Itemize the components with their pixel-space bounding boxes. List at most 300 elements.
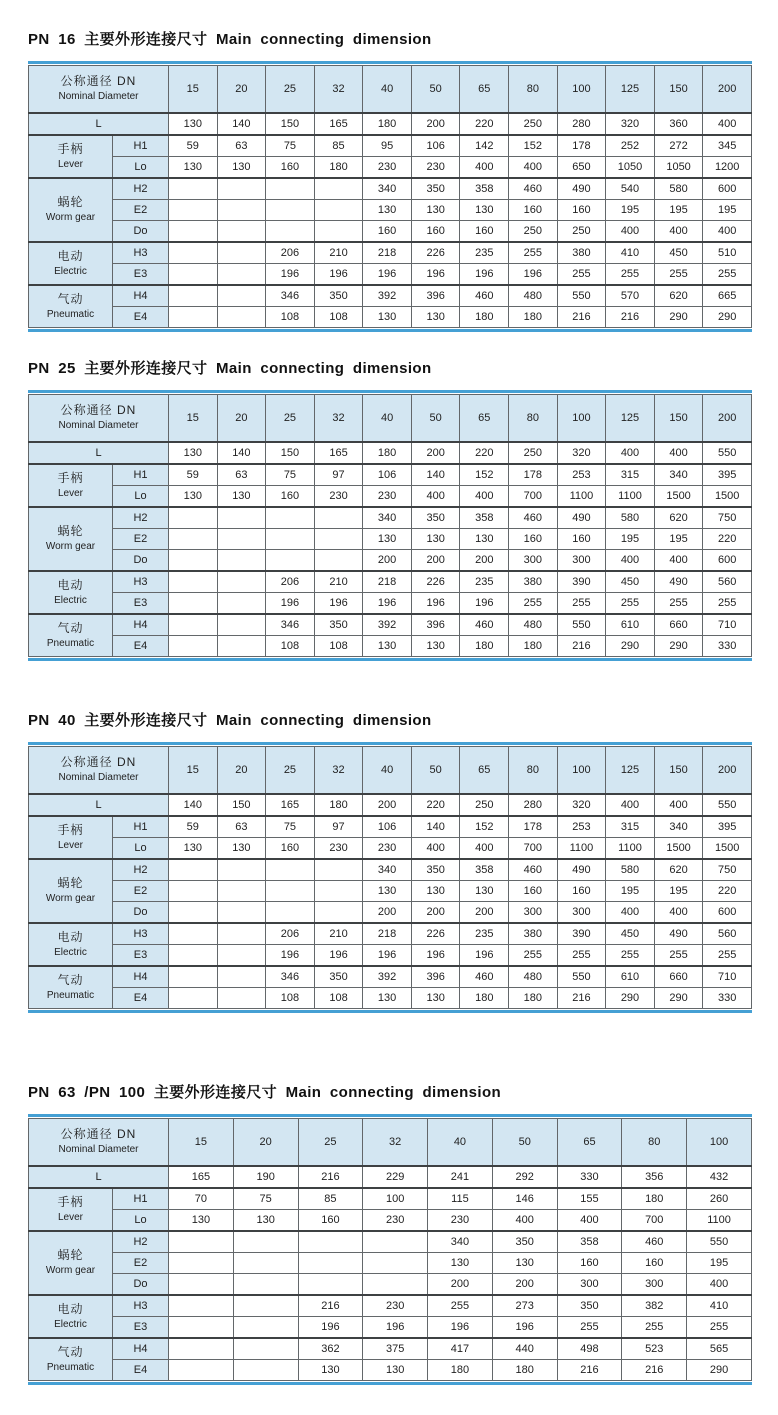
value-cell: 196: [363, 1317, 428, 1339]
value-cell: 396: [411, 614, 460, 636]
header-row: [29, 747, 752, 795]
value-cell: 115: [428, 1188, 493, 1210]
value-cell: 253: [557, 464, 606, 486]
value-cell: 75: [266, 135, 315, 157]
value-cell: [363, 1231, 428, 1253]
label-en: Worm gear: [45, 893, 96, 905]
label-zh: 气动: [57, 972, 84, 987]
value-cell: 200: [460, 902, 509, 924]
label-zh: 手柄: [57, 470, 84, 485]
value-cell: 320: [557, 794, 606, 816]
table-row: [29, 242, 752, 264]
value-cell: 196: [363, 945, 412, 967]
dimension-table: [28, 394, 752, 657]
value-cell: [169, 923, 218, 945]
page-title: [28, 28, 752, 49]
dn-header-cell: 40: [363, 395, 412, 443]
l-label-cell: L: [29, 442, 169, 464]
section-pn63-pn100: [28, 1081, 752, 1385]
value-cell: 300: [509, 550, 558, 572]
table-row: [29, 988, 752, 1009]
label-zh: 蜗轮: [57, 195, 84, 210]
table-row: [29, 1210, 752, 1232]
value-cell: 200: [411, 442, 460, 464]
value-cell: 150: [266, 442, 315, 464]
value-cell: 340: [654, 816, 703, 838]
header-row: [29, 1119, 752, 1167]
value-cell: 130: [411, 881, 460, 902]
dn-header-cell: 15: [169, 395, 218, 443]
label-en: Lever: [57, 158, 83, 170]
value-cell: 160: [266, 157, 315, 179]
value-cell: [266, 550, 315, 572]
value-cell: [169, 1231, 234, 1253]
value-cell: 440: [492, 1338, 557, 1360]
value-cell: 106: [411, 135, 460, 157]
value-cell: [169, 1338, 234, 1360]
value-cell: 400: [606, 442, 655, 464]
value-cell: 180: [363, 113, 412, 135]
value-cell: 206: [266, 571, 315, 593]
value-cell: 432: [687, 1166, 752, 1188]
row-label-cell: E4: [113, 307, 169, 328]
dn-header-cell: 20: [233, 1119, 298, 1167]
value-cell: 480: [509, 966, 558, 988]
label-en: Electric: [54, 946, 87, 958]
value-cell: [298, 1253, 363, 1274]
value-cell: 273: [492, 1295, 557, 1317]
label-zh: 气动: [57, 291, 84, 306]
value-cell: 382: [622, 1295, 687, 1317]
group-label-cell: [29, 923, 113, 966]
value-cell: 610: [606, 614, 655, 636]
value-cell: 362: [298, 1338, 363, 1360]
value-cell: 460: [509, 859, 558, 881]
value-cell: 460: [509, 178, 558, 200]
dn-header-cell: 20: [217, 66, 266, 114]
value-cell: 160: [363, 221, 412, 243]
value-cell: 63: [217, 135, 266, 157]
dn-header-cell: 25: [266, 747, 315, 795]
value-cell: 180: [509, 988, 558, 1009]
value-cell: 220: [460, 113, 509, 135]
value-cell: 300: [557, 1274, 622, 1296]
value-cell: 220: [703, 529, 752, 550]
value-cell: [217, 507, 266, 529]
dimension-table-container: [28, 746, 752, 1009]
value-cell: 130: [169, 838, 218, 860]
value-cell: [266, 178, 315, 200]
value-cell: 1050: [654, 157, 703, 179]
row-label-cell: Lo: [113, 1210, 169, 1232]
value-cell: 196: [460, 593, 509, 615]
value-cell: 196: [266, 593, 315, 615]
value-cell: 200: [363, 794, 412, 816]
value-cell: 195: [687, 1253, 752, 1274]
value-cell: 235: [460, 923, 509, 945]
value-cell: 196: [428, 1317, 493, 1339]
value-cell: 130: [217, 838, 266, 860]
l-row: [29, 794, 752, 816]
group-label-cell: [29, 859, 113, 923]
row-label-cell: Lo: [113, 486, 169, 508]
value-cell: 178: [509, 816, 558, 838]
value-cell: 196: [298, 1317, 363, 1339]
l-label-cell: L: [29, 794, 169, 816]
label-zh: 手柄: [57, 822, 84, 837]
value-cell: 1100: [606, 486, 655, 508]
table-title-text: PN 40 主要外形连接尺寸 Main connecting dimension: [28, 712, 432, 729]
group-label-cell: [29, 135, 113, 178]
value-cell: 610: [606, 966, 655, 988]
value-cell: 196: [411, 593, 460, 615]
value-cell: 180: [460, 636, 509, 657]
value-cell: [169, 636, 218, 657]
table-title-text: PN 63 /PN 100 主要外形连接尺寸 Main connecting dimension: [28, 1084, 502, 1101]
value-cell: [217, 881, 266, 902]
value-cell: 165: [314, 442, 363, 464]
dn-header-cell: 125: [606, 66, 655, 114]
value-cell: 180: [428, 1360, 493, 1381]
value-cell: 160: [266, 486, 315, 508]
value-cell: 320: [606, 113, 655, 135]
value-cell: 100: [363, 1188, 428, 1210]
value-cell: 130: [217, 157, 266, 179]
table-row: [29, 945, 752, 967]
value-cell: 358: [557, 1231, 622, 1253]
value-cell: 140: [217, 442, 266, 464]
value-cell: 400: [703, 221, 752, 243]
value-cell: 400: [654, 442, 703, 464]
value-cell: 130: [169, 442, 218, 464]
value-cell: 400: [687, 1274, 752, 1296]
dn-header-cell: 50: [492, 1119, 557, 1167]
value-cell: 97: [314, 816, 363, 838]
value-cell: 130: [460, 881, 509, 902]
corner-cell: [29, 66, 169, 114]
value-cell: [217, 902, 266, 924]
value-cell: 290: [654, 307, 703, 328]
value-cell: 130: [217, 486, 266, 508]
value-cell: 665: [703, 285, 752, 307]
value-cell: 250: [509, 221, 558, 243]
value-cell: 280: [509, 794, 558, 816]
value-cell: 108: [266, 988, 315, 1009]
value-cell: 250: [509, 113, 558, 135]
value-cell: 140: [217, 113, 266, 135]
value-cell: 180: [492, 1360, 557, 1381]
group-label-cell: [29, 1231, 113, 1295]
value-cell: 216: [557, 988, 606, 1009]
value-cell: 540: [606, 178, 655, 200]
label-zh: 电动: [57, 248, 84, 263]
value-cell: 290: [654, 988, 703, 1009]
dn-header-cell: 150: [654, 747, 703, 795]
value-cell: 220: [703, 881, 752, 902]
value-cell: 130: [411, 636, 460, 657]
corner-cell: [29, 395, 169, 443]
value-cell: [233, 1274, 298, 1296]
dn-header-cell: 15: [169, 1119, 234, 1167]
value-cell: 196: [411, 945, 460, 967]
value-cell: 395: [703, 816, 752, 838]
dn-header-cell: 100: [557, 747, 606, 795]
row-label-cell: E4: [113, 1360, 169, 1381]
value-cell: 195: [606, 529, 655, 550]
value-cell: 106: [363, 464, 412, 486]
value-cell: [169, 178, 218, 200]
value-cell: 196: [492, 1317, 557, 1339]
value-cell: 196: [314, 264, 363, 286]
dn-header-cell: 200: [703, 747, 752, 795]
value-cell: [169, 1274, 234, 1296]
value-cell: 750: [703, 507, 752, 529]
header-row: [29, 66, 752, 114]
value-cell: [217, 945, 266, 967]
row-label-cell: E3: [113, 1317, 169, 1339]
value-cell: 490: [557, 178, 606, 200]
value-cell: [169, 1295, 234, 1317]
value-cell: 230: [411, 157, 460, 179]
group-label-cell: [29, 1188, 113, 1231]
value-cell: [298, 1274, 363, 1296]
value-cell: 200: [363, 902, 412, 924]
value-cell: [233, 1231, 298, 1253]
value-cell: [169, 859, 218, 881]
row-label-cell: Do: [113, 1274, 169, 1296]
l-label-cell: L: [29, 113, 169, 135]
value-cell: [169, 902, 218, 924]
value-cell: 350: [314, 966, 363, 988]
label-zh: 电动: [57, 929, 84, 944]
dimension-table-container: [28, 394, 752, 657]
row-label-cell: H2: [113, 859, 169, 881]
value-cell: [363, 1274, 428, 1296]
header-row: [29, 395, 752, 443]
value-cell: 130: [411, 988, 460, 1009]
value-cell: 1500: [654, 486, 703, 508]
l-row: [29, 1166, 752, 1188]
dn-header-cell: 15: [169, 66, 218, 114]
table-row: [29, 264, 752, 286]
value-cell: 106: [363, 816, 412, 838]
value-cell: [169, 264, 218, 286]
value-cell: [363, 1253, 428, 1274]
value-cell: 178: [557, 135, 606, 157]
value-cell: 180: [460, 988, 509, 1009]
dn-header-cell: 32: [314, 747, 363, 795]
dn-header-cell: 50: [411, 66, 460, 114]
value-cell: 206: [266, 242, 315, 264]
value-cell: 390: [557, 923, 606, 945]
table-row: [29, 966, 752, 988]
value-cell: 85: [314, 135, 363, 157]
dn-header-cell: 40: [363, 747, 412, 795]
value-cell: 255: [654, 945, 703, 967]
corner-cell: [29, 747, 169, 795]
value-cell: 550: [703, 794, 752, 816]
value-cell: 565: [687, 1338, 752, 1360]
value-cell: 250: [557, 221, 606, 243]
value-cell: 255: [703, 593, 752, 615]
value-cell: 410: [687, 1295, 752, 1317]
group-label-cell: [29, 242, 113, 285]
table-row: [29, 636, 752, 657]
value-cell: 210: [314, 242, 363, 264]
value-cell: 63: [217, 816, 266, 838]
value-cell: 142: [460, 135, 509, 157]
value-cell: 400: [606, 794, 655, 816]
value-cell: 210: [314, 923, 363, 945]
table-title-text: PN 25 主要外形连接尺寸 Main connecting dimension: [28, 360, 432, 377]
l-row: [29, 442, 752, 464]
table-row: [29, 902, 752, 924]
value-cell: 255: [557, 1317, 622, 1339]
value-cell: 400: [460, 486, 509, 508]
value-cell: [266, 881, 315, 902]
dimension-table-container: [28, 65, 752, 328]
table-row: [29, 859, 752, 881]
value-cell: [169, 966, 218, 988]
value-cell: 620: [654, 285, 703, 307]
value-cell: 255: [622, 1317, 687, 1339]
row-label-cell: H3: [113, 923, 169, 945]
value-cell: 460: [460, 285, 509, 307]
value-cell: [169, 593, 218, 615]
value-cell: 460: [460, 614, 509, 636]
group-label-cell: [29, 614, 113, 657]
label-en: Nominal Diameter: [58, 420, 139, 432]
value-cell: 130: [363, 636, 412, 657]
value-cell: 160: [460, 221, 509, 243]
value-cell: [217, 178, 266, 200]
value-cell: 108: [266, 636, 315, 657]
l-label-cell: L: [29, 1166, 169, 1188]
value-cell: 400: [460, 157, 509, 179]
value-cell: 550: [687, 1231, 752, 1253]
label-en: Pneumatic: [46, 637, 95, 649]
value-cell: 450: [606, 923, 655, 945]
value-cell: 396: [411, 966, 460, 988]
value-cell: 230: [314, 838, 363, 860]
value-cell: [169, 221, 218, 243]
label-zh: 气动: [57, 620, 84, 635]
value-cell: 400: [654, 794, 703, 816]
value-cell: 59: [169, 816, 218, 838]
corner-cell: [29, 1119, 169, 1167]
row-label-cell: H1: [113, 1188, 169, 1210]
label-en: Nominal Diameter: [58, 91, 139, 103]
table-row: [29, 1295, 752, 1317]
value-cell: 165: [266, 794, 315, 816]
value-cell: 255: [703, 945, 752, 967]
value-cell: 180: [314, 157, 363, 179]
value-cell: 290: [654, 636, 703, 657]
value-cell: 130: [363, 200, 412, 221]
value-cell: [169, 242, 218, 264]
value-cell: 392: [363, 285, 412, 307]
value-cell: 356: [622, 1166, 687, 1188]
value-cell: 346: [266, 966, 315, 988]
value-cell: 160: [557, 1253, 622, 1274]
value-cell: [233, 1317, 298, 1339]
value-cell: [169, 571, 218, 593]
table-row: [29, 178, 752, 200]
row-label-cell: H3: [113, 242, 169, 264]
dn-header-cell: 32: [363, 1119, 428, 1167]
dimension-table: [28, 746, 752, 1009]
value-cell: 130: [492, 1253, 557, 1274]
dn-header-cell: 100: [557, 66, 606, 114]
value-cell: [314, 550, 363, 572]
value-cell: [217, 307, 266, 328]
value-cell: 216: [557, 636, 606, 657]
value-cell: 216: [557, 307, 606, 328]
row-label-cell: H2: [113, 1231, 169, 1253]
dimension-table-container: [28, 1118, 752, 1381]
value-cell: 180: [460, 307, 509, 328]
value-cell: 253: [557, 816, 606, 838]
value-cell: [217, 529, 266, 550]
value-cell: [266, 902, 315, 924]
table-row: [29, 464, 752, 486]
dimension-table: [28, 1118, 752, 1381]
value-cell: 460: [509, 507, 558, 529]
value-cell: 490: [557, 507, 606, 529]
table-row: [29, 135, 752, 157]
label-en: Electric: [54, 594, 87, 606]
value-cell: 340: [654, 464, 703, 486]
value-cell: 350: [557, 1295, 622, 1317]
value-cell: [217, 593, 266, 615]
value-cell: 600: [703, 550, 752, 572]
value-cell: [314, 529, 363, 550]
value-cell: 220: [460, 442, 509, 464]
value-cell: 230: [363, 1295, 428, 1317]
value-cell: 130: [460, 529, 509, 550]
value-cell: 160: [509, 881, 558, 902]
value-cell: 160: [298, 1210, 363, 1232]
value-cell: 320: [557, 442, 606, 464]
value-cell: 230: [363, 838, 412, 860]
value-cell: 255: [606, 264, 655, 286]
value-cell: 700: [509, 838, 558, 860]
label-zh: 手柄: [57, 141, 84, 156]
row-label-cell: Lo: [113, 157, 169, 179]
dn-header-cell: 20: [217, 747, 266, 795]
label-en: Lever: [57, 487, 83, 499]
value-cell: 300: [509, 902, 558, 924]
value-cell: [217, 988, 266, 1009]
value-cell: 130: [411, 200, 460, 221]
value-cell: 130: [411, 529, 460, 550]
value-cell: 490: [557, 859, 606, 881]
value-cell: 400: [557, 1210, 622, 1232]
value-cell: 180: [509, 307, 558, 328]
label-en: Pneumatic: [46, 308, 95, 320]
value-cell: 216: [557, 1360, 622, 1381]
value-cell: 350: [411, 178, 460, 200]
value-cell: 580: [654, 178, 703, 200]
value-cell: [233, 1360, 298, 1381]
row-label-cell: H4: [113, 1338, 169, 1360]
value-cell: [169, 200, 218, 221]
value-cell: 395: [703, 464, 752, 486]
value-cell: 255: [509, 593, 558, 615]
value-cell: 255: [703, 264, 752, 286]
value-cell: [314, 881, 363, 902]
value-cell: 195: [654, 529, 703, 550]
